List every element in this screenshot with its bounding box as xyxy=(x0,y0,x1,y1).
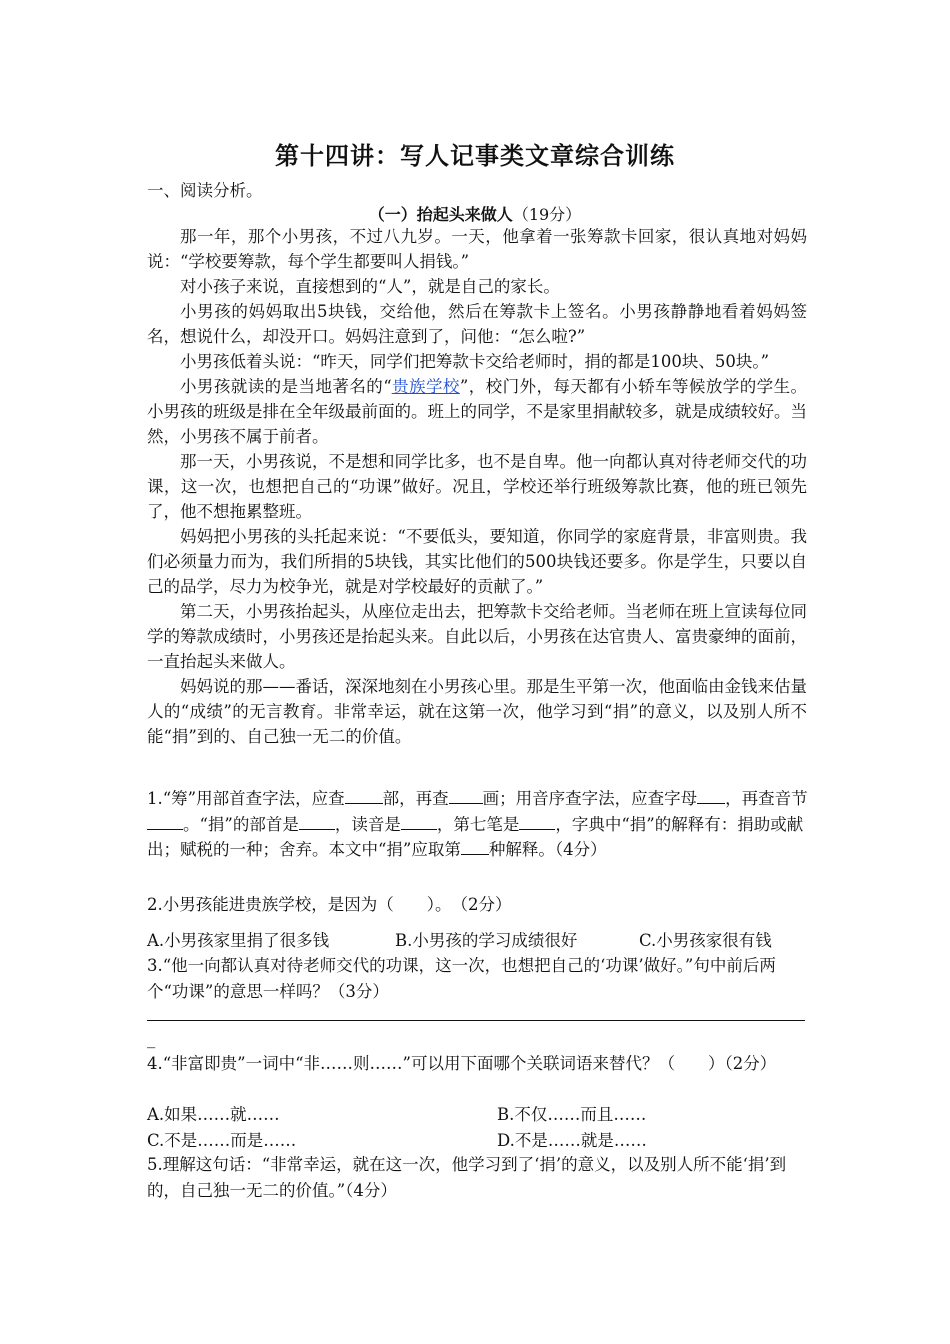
passage-paragraph: 那一天，小男孩说，不是想和同学比多，也不是自卑。他一向都认真对待老师交代的功课，这一次，也想把自己的“功课”做好。况且，学校还举行班级筹款比赛，他的班已领先了，他不想拖累整班。 xyxy=(147,452,807,521)
passage-paragraph xyxy=(147,374,807,449)
question-text: 画；用音序查字法，应查字母 xyxy=(482,789,698,808)
section-heading: 一、阅读分析。 xyxy=(147,181,263,200)
answer-blank[interactable] xyxy=(147,813,183,830)
question-text: 部，再查 xyxy=(382,789,449,808)
page-title: 第十四讲：写人记事类文章综合训练 xyxy=(275,142,675,170)
school-link[interactable]: 贵族学校 xyxy=(391,377,460,396)
question-1 xyxy=(147,786,812,863)
question-4-options xyxy=(147,1102,812,1153)
question-5: 5.理解这句话：“非常幸运，就在这一次，他学习到了‘捐’的意义，以及别人所不能‘捐’到的，自己独一无二的价值。”（4分） xyxy=(147,1155,787,1200)
passage-paragraph: 小男孩的妈妈取出5块钱，交给他，然后在筹款卡上签名。小男孩静静地看着妈妈签名，想说什么，却没开口。妈妈注意到了，问他：“怎么啦?” xyxy=(147,302,807,346)
passage-paragraph: 第二天，小男孩抬起头，从座位走出去，把筹款卡交给老师。当老师在班上宣读每位同学的筹款成绩时，小男孩还是抬起头来。自此以后，小男孩在达官贵人、富贵豪绅的面前，一直抬起头来做人。 xyxy=(147,602,807,671)
passage-paragraph: 对小孩子来说，直接想到的“人”，就是自己的家长。 xyxy=(180,277,560,296)
option-b[interactable]: B.小男孩的学习成绩很好 xyxy=(395,931,578,950)
question-text: 种解释。（4分） xyxy=(488,840,607,859)
answer-blank[interactable] xyxy=(299,813,335,830)
answer-blank[interactable] xyxy=(345,787,383,804)
question-text: 。“捐”的部首是 xyxy=(183,814,299,834)
answer-blank[interactable] xyxy=(401,813,437,830)
question-3: 3.“他一向都认真对待老师交代的功课，这一次，也想把自己的‘功课’做好。”句中前后两个“功课”的意思一样吗？（3分） xyxy=(147,956,776,1001)
paragraph-text: 小男孩就读的是当地著名的“ xyxy=(180,377,392,396)
option-a[interactable]: A.如果……就…… xyxy=(147,1105,280,1124)
passage-body xyxy=(147,224,807,749)
passage-score: （19分） xyxy=(512,205,582,224)
passage-paragraph: 妈妈说的那——番话，深深地刻在小男孩心里。那是生平第一次，他面临由金钱来估量人的“成绩”的无言教育。非常幸运，就在这第一次，他学习到“捐”的意义，以及别人所不能“捐”到的、自己独一无二的价值。 xyxy=(147,677,807,746)
passage-paragraph: 妈妈把小男孩的头托起来说：“不要低头，要知道，你同学的家庭背景，非富则贵。我们必须量力而为，我们所捐的5块钱，其实比他们的500块钱还要多。你是学生，只要以自己的品学，尽力为校争光，就是对学校最好的贡献了。” xyxy=(147,527,807,596)
passage-heading xyxy=(0,202,950,225)
option-a[interactable]: A.小男孩家里捐了很多钱 xyxy=(147,931,330,950)
answer-line-tail: _ xyxy=(147,1029,156,1048)
option-c[interactable]: C.不是……而是…… xyxy=(147,1130,297,1150)
passage-title: （一）抬起头来做人 xyxy=(368,205,513,224)
answer-blank[interactable] xyxy=(697,787,725,804)
paragraph-text: ”，校门外，每天都有小轿车等候放学的学生。小男孩的班级是排在全年级最前面的。班上的同学，不是家里捐献较多，就是成绩较好。当然，小男孩不属于前者。 xyxy=(147,377,808,446)
answer-blank[interactable] xyxy=(519,813,555,830)
question-text: 1.“筹”用部首查字法，应查 xyxy=(147,789,345,808)
question-4: 4.“非富即贵”一词中“非……则……”可以用下面哪个关联词语来替代？（ ）（2分） xyxy=(147,1054,777,1073)
question-text: ，再查音节 xyxy=(725,789,808,808)
passage-paragraph: 小男孩低着头说：“昨天，同学们把筹款卡交给老师时，捐的都是100块、50块。” xyxy=(180,352,770,371)
answer-blank[interactable] xyxy=(461,838,489,855)
option-c[interactable]: C.小男孩家很有钱 xyxy=(639,931,772,950)
answer-line[interactable] xyxy=(147,1020,805,1021)
option-b[interactable]: B.不仅……而且…… xyxy=(497,1105,647,1124)
question-text: ，读音是 xyxy=(334,814,401,834)
question-2: 2.小男孩能进贵族学校，是因为（ ）。 （2分） xyxy=(147,895,512,914)
question-2-options xyxy=(147,928,812,954)
question-text: ，字典中“捐”的解释有：捐助或献出；赋税的一种；舍弃。本文中“捐”应取第 xyxy=(147,814,804,859)
question-text: ，第七笔是 xyxy=(436,814,520,834)
option-d[interactable]: D.不是……就是…… xyxy=(497,1130,647,1150)
passage-paragraph: 那一年，那个小男孩，不过八九岁。一天，他拿着一张筹款卡回家，很认真地对妈妈说：“学校要筹款，每个学生都要叫人捐钱。” xyxy=(147,227,807,271)
answer-blank[interactable] xyxy=(449,787,483,804)
